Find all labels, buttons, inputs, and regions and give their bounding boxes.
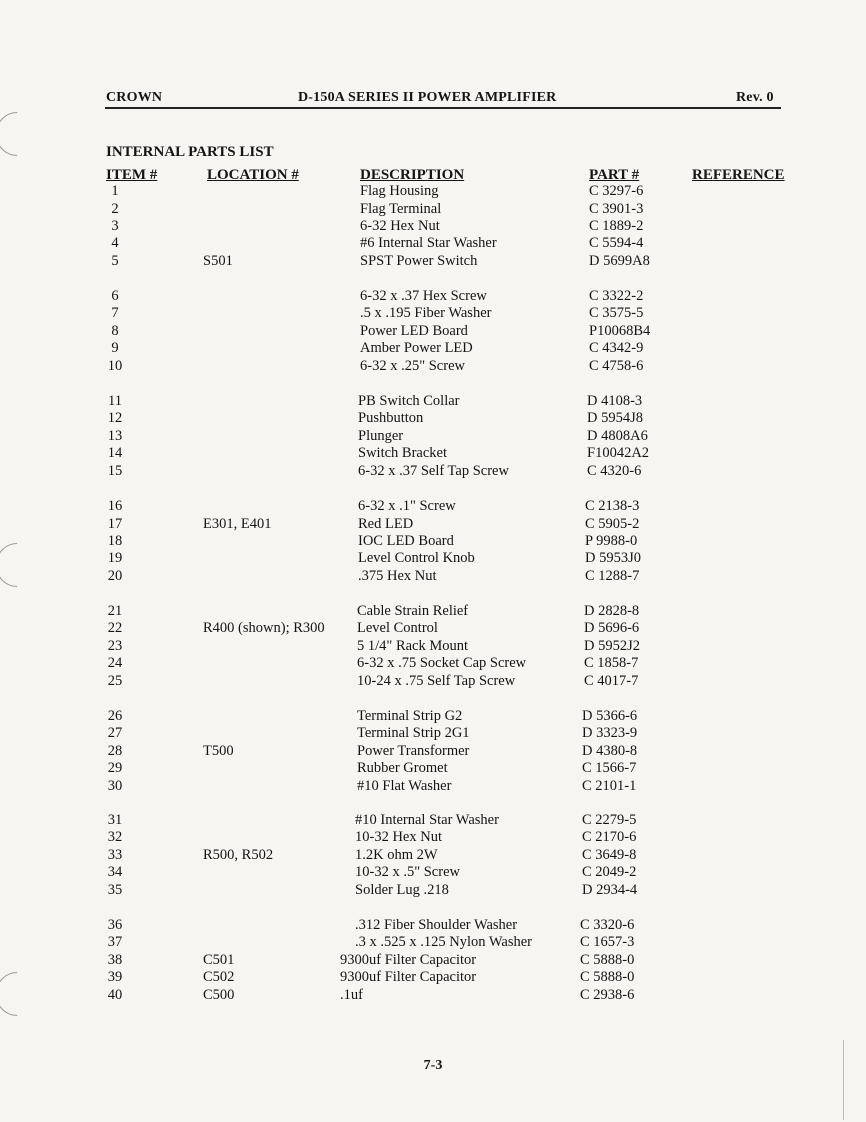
part-number-cell: C 3297-6 xyxy=(589,183,644,199)
description-cell: .5 x .195 Fiber Washer xyxy=(360,305,492,321)
item-number: 9 xyxy=(111,340,119,356)
description-cell: Power LED Board xyxy=(360,323,468,339)
column-header-part: PART # xyxy=(589,167,640,183)
part-number-cell: D 4808A6 xyxy=(587,428,648,444)
description-cell: Flag Terminal xyxy=(360,201,442,217)
part-number-cell: F10042A2 xyxy=(587,445,650,461)
part-number-cell: C 2170-6 xyxy=(582,829,637,845)
description-cell: .1uf xyxy=(340,987,363,1003)
part-number-cell: C 1288-7 xyxy=(585,568,640,584)
item-number: 29 xyxy=(107,760,123,776)
description-cell: #10 Internal Star Washer xyxy=(355,812,499,828)
description-cell: IOC LED Board xyxy=(358,533,454,549)
description-cell: 6-32 x .75 Socket Cap Screw xyxy=(357,655,527,671)
location-cell: R400 (shown); R300 xyxy=(203,620,325,636)
page-edge-line xyxy=(843,1040,844,1120)
description-cell: Solder Lug .218 xyxy=(355,882,449,898)
item-number: 24 xyxy=(107,655,123,671)
description-cell: 6-32 x .25" Screw xyxy=(360,358,465,374)
item-number: 38 xyxy=(107,952,123,968)
description-cell: 6-32 x .37 Hex Screw xyxy=(360,288,487,304)
item-number: 8 xyxy=(111,323,119,339)
part-number-cell: P 9988-0 xyxy=(585,533,638,549)
part-number-cell: D 3323-9 xyxy=(582,725,638,741)
part-number-cell: D 5953J0 xyxy=(585,550,641,566)
header-brand: CROWN xyxy=(106,90,163,105)
description-cell: 6-32 Hex Nut xyxy=(360,218,440,234)
description-cell: Terminal Strip G2 xyxy=(357,708,463,724)
item-number: 36 xyxy=(107,917,123,933)
description-cell: Switch Bracket xyxy=(358,445,447,461)
description-cell: PB Switch Collar xyxy=(358,393,460,409)
hole-punch-mark xyxy=(0,112,17,156)
location-cell: C501 xyxy=(203,952,235,968)
item-number: 40 xyxy=(107,987,123,1003)
location-cell: E301, E401 xyxy=(203,516,272,532)
description-cell: 6-32 x .1" Screw xyxy=(358,498,456,514)
page-number: 7-3 xyxy=(423,1058,443,1073)
item-number: 23 xyxy=(107,638,123,654)
item-number: 5 xyxy=(111,253,119,269)
description-cell: Rubber Gromet xyxy=(357,760,448,776)
item-number: 37 xyxy=(107,934,123,950)
description-cell: #10 Flat Washer xyxy=(357,778,452,794)
location-cell: S501 xyxy=(203,253,233,269)
item-number: 28 xyxy=(107,743,123,759)
item-number: 6 xyxy=(111,288,119,304)
item-number: 17 xyxy=(107,516,123,532)
item-number: 27 xyxy=(107,725,123,741)
item-number: 32 xyxy=(107,829,123,845)
part-number-cell: D 4108-3 xyxy=(587,393,643,409)
description-cell: 10-32 Hex Nut xyxy=(355,829,442,845)
location-cell: T500 xyxy=(203,743,234,759)
part-number-cell: D 5952J2 xyxy=(584,638,640,654)
description-cell: 1.2K ohm 2W xyxy=(355,847,438,863)
item-number: 18 xyxy=(107,533,123,549)
item-number: 12 xyxy=(107,410,123,426)
part-number-cell: C 2049-2 xyxy=(582,864,637,880)
part-number-cell: D 5696-6 xyxy=(584,620,640,636)
item-number: 16 xyxy=(107,498,123,514)
section-title: INTERNAL PARTS LIST xyxy=(106,144,274,160)
item-number: 34 xyxy=(107,864,123,880)
description-cell: #6 Internal Star Washer xyxy=(360,235,497,251)
item-number: 15 xyxy=(107,463,123,479)
part-number-cell: C 5888-0 xyxy=(580,952,635,968)
item-number: 26 xyxy=(107,708,123,724)
description-cell: 9300uf Filter Capacitor xyxy=(340,969,477,985)
item-number: 31 xyxy=(107,812,123,828)
column-header-description: DESCRIPTION xyxy=(360,167,465,183)
part-number-cell: D 2828-8 xyxy=(584,603,640,619)
description-cell: .312 Fiber Shoulder Washer xyxy=(355,917,518,933)
item-number: 13 xyxy=(107,428,123,444)
item-number: 20 xyxy=(107,568,123,584)
description-cell: 9300uf Filter Capacitor xyxy=(340,952,477,968)
description-cell: 10-24 x .75 Self Tap Screw xyxy=(357,673,516,689)
hole-punch-mark xyxy=(0,543,17,587)
column-header-location: LOCATION # xyxy=(207,167,299,183)
part-number-cell: C 2138-3 xyxy=(585,498,640,514)
part-number-cell: C 3575-5 xyxy=(589,305,644,321)
item-number: 22 xyxy=(107,620,123,636)
header-title: D-150A SERIES II POWER AMPLIFIER xyxy=(298,90,557,105)
item-number: 14 xyxy=(107,445,123,461)
item-number: 21 xyxy=(107,603,123,619)
part-number-cell: D 4380-8 xyxy=(582,743,638,759)
description-cell: Level Control xyxy=(357,620,438,636)
description-cell: .375 Hex Nut xyxy=(358,568,437,584)
part-number-cell: C 4758-6 xyxy=(589,358,644,374)
description-cell: 10-32 x .5" Screw xyxy=(355,864,460,880)
item-number: 19 xyxy=(107,550,123,566)
item-number: 7 xyxy=(111,305,119,321)
part-number-cell: C 4017-7 xyxy=(584,673,639,689)
part-number-cell: D 5954J8 xyxy=(587,410,643,426)
part-number-cell: P10068B4 xyxy=(589,323,651,339)
part-number-cell: C 3322-2 xyxy=(589,288,644,304)
item-number: 11 xyxy=(108,393,122,409)
part-number-cell: C 5905-2 xyxy=(585,516,640,532)
item-number: 33 xyxy=(107,847,123,863)
item-number: 10 xyxy=(107,358,123,374)
part-number-cell: C 5594-4 xyxy=(589,235,644,251)
part-number-cell: C 5888-0 xyxy=(580,969,635,985)
part-number-cell: D 5366-6 xyxy=(582,708,638,724)
item-number: 35 xyxy=(107,882,123,898)
item-number: 25 xyxy=(107,673,123,689)
part-number-cell: C 2279-5 xyxy=(582,812,637,828)
location-cell: R500, R502 xyxy=(203,847,274,863)
part-number-cell: C 4342-9 xyxy=(589,340,644,356)
item-number: 30 xyxy=(107,778,123,794)
part-number-cell: C 1657-3 xyxy=(580,934,635,950)
description-cell: Red LED xyxy=(358,516,414,532)
part-number-cell: C 1566-7 xyxy=(582,760,637,776)
description-cell: Pushbutton xyxy=(358,410,424,426)
description-cell: Amber Power LED xyxy=(360,340,473,356)
description-cell: Level Control Knob xyxy=(358,550,475,566)
description-cell: Plunger xyxy=(358,428,404,444)
item-number: 1 xyxy=(111,183,119,199)
part-number-cell: C 2101-1 xyxy=(582,778,637,794)
location-cell: C500 xyxy=(203,987,235,1003)
item-number: 4 xyxy=(111,235,119,251)
location-cell: C502 xyxy=(203,969,235,985)
part-number-cell: C 3901-3 xyxy=(589,201,644,217)
part-number-cell: C 2938-6 xyxy=(580,987,635,1003)
part-number-cell: C 3320-6 xyxy=(580,917,635,933)
description-cell: SPST Power Switch xyxy=(360,253,478,269)
column-header-reference: REFERENCE xyxy=(692,167,785,183)
description-cell: 6-32 x .37 Self Tap Screw xyxy=(358,463,509,479)
description-cell: Terminal Strip 2G1 xyxy=(357,725,470,741)
part-number-cell: D 5699A8 xyxy=(589,253,650,269)
part-number-cell: C 1889-2 xyxy=(589,218,644,234)
description-cell: Flag Housing xyxy=(360,183,439,199)
header-rule xyxy=(105,107,781,109)
description-cell: Cable Strain Relief xyxy=(357,603,469,619)
part-number-cell: D 2934-4 xyxy=(582,882,638,898)
header-revision: Rev. 0 xyxy=(736,90,774,105)
part-number-cell: C 1858-7 xyxy=(584,655,639,671)
column-header-item: ITEM # xyxy=(106,167,158,183)
item-number: 39 xyxy=(107,969,123,985)
hole-punch-mark xyxy=(0,972,17,1016)
item-number: 3 xyxy=(111,218,119,234)
description-cell: Power Transformer xyxy=(357,743,470,759)
item-number: 2 xyxy=(111,201,119,217)
description-cell: .3 x .525 x .125 Nylon Washer xyxy=(355,934,532,950)
part-number-cell: C 3649-8 xyxy=(582,847,637,863)
part-number-cell: C 4320-6 xyxy=(587,463,642,479)
description-cell: 5 1/4" Rack Mount xyxy=(357,638,469,654)
